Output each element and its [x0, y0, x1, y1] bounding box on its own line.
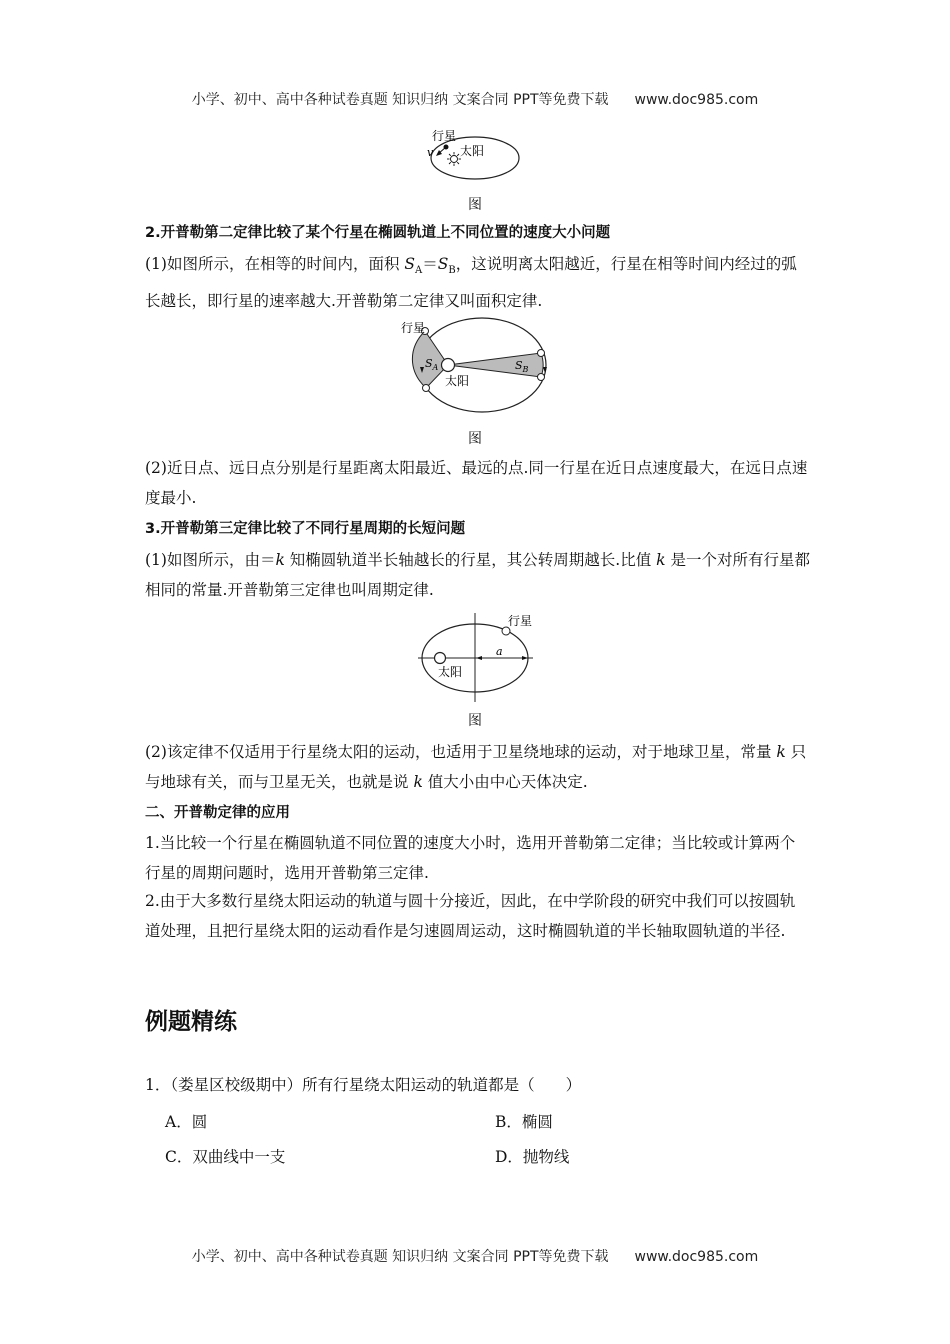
- k-symbol: k: [776, 743, 786, 761]
- figure-3-caption: 图: [468, 713, 482, 729]
- k-symbol: k: [275, 551, 285, 569]
- section-4-para-2: 2.由于大多数行星绕太阳运动的轨道与圆十分接近，因此，在中学阶段的研究中我们可以按圆轨道处理，且把行星绕太阳的运动看作是匀速圆周运动，这时椭圆轨道的半长轴取圆轨道的半径.: [145, 892, 796, 940]
- fig1-v-label: v: [427, 146, 434, 159]
- fig3-planet-label: 行星: [508, 614, 533, 628]
- sb-subscript: B: [448, 265, 456, 277]
- header-url: www.doc985.com: [634, 92, 759, 108]
- section-4-heading: 二、开普勒定律的应用: [145, 805, 290, 821]
- section-4-para-1: 1.当比较一个行星在椭圆轨道不同位置的速度大小时，选用开普勒第二定律；当比较或计算两个行星的周期问题时，选用开普勒第三定律.: [145, 834, 796, 882]
- option-d[interactable]: D．抛物线: [495, 1148, 570, 1166]
- figure-1-orbit: [420, 125, 530, 185]
- equals-sign: ＝: [422, 255, 438, 273]
- sa-subscript: A: [415, 265, 423, 277]
- footer-text: 小学、初中、高中各种试卷真题 知识归纳 文案合同 PPT等免费下载: [191, 1249, 609, 1265]
- footer-url: www.doc985.com: [634, 1249, 759, 1265]
- text-run: 值大小由中心天体决定.: [422, 773, 588, 791]
- fig3-a-label: a: [496, 645, 503, 658]
- text-run: (1)如图所示，由＝: [145, 551, 276, 569]
- planet-point: [538, 374, 545, 381]
- figure-3-period-law: [415, 610, 540, 705]
- figure-2-caption: 图: [468, 431, 482, 447]
- k-symbol: k: [656, 551, 666, 569]
- figure-1-caption: 图: [468, 197, 482, 213]
- sa-symbol: S: [404, 255, 416, 273]
- k-symbol: k: [413, 773, 423, 791]
- page-footer: [0, 1246, 950, 1266]
- fig1-sun-label: 太阳: [460, 144, 485, 158]
- page-header: [0, 89, 950, 109]
- section-3-para-1: [145, 545, 810, 605]
- text-run: (2)该定律不仅适用于行星绕太阳的运动，也适用于卫星绕地球的运动，对于地球卫星，常量: [145, 743, 777, 761]
- text-run: (1)如图所示，在相等的时间内，面积: [145, 255, 405, 273]
- section-3-heading: 3.开普勒第三定律比较了不同行星周期的长短问题: [145, 521, 466, 537]
- direction-arrowhead: [543, 367, 547, 373]
- option-b[interactable]: B．椭圆: [495, 1113, 553, 1131]
- header-text: 小学、初中、高中各种试卷真题 知识归纳 文案合同 PPT等免费下载: [191, 92, 609, 108]
- sun-circle: [442, 359, 455, 372]
- option-c[interactable]: C．双曲线中一支: [165, 1148, 286, 1166]
- section-2-para-1: [145, 249, 810, 316]
- fig2-planet-label: 行星: [401, 321, 426, 335]
- section-2-heading: 2.开普勒第二定律比较了某个行星在椭圆轨道上不同位置的速度大小问题: [145, 225, 611, 241]
- fig1-planet-label: 行星: [432, 129, 457, 143]
- section-3-para-2: [145, 737, 810, 797]
- arrowhead-right: [522, 656, 528, 660]
- text-run: 是一个对所有行星都相同的常量.开普勒第三定律也叫周期定律.: [145, 551, 811, 599]
- fig3-sun-label: 太阳: [438, 665, 463, 679]
- sun-icon: [447, 152, 461, 166]
- planet-point: [538, 350, 545, 357]
- text-run: 知椭圆轨道半长轴越长的行星，其公转周期越长.比值: [284, 551, 657, 569]
- fig2-sa-label: $S_A$: [425, 357, 439, 372]
- question-1: 1．（娄星区校级期中）所有行星绕太阳运动的轨道都是（ ）: [145, 1076, 582, 1094]
- section-2-para-2: (2)近日点、远日点分别是行星距离太阳最近、最远的点.同一行星在近日点速度最大，在远日点速度最小.: [145, 459, 808, 507]
- sb-symbol: S: [437, 255, 449, 273]
- sun-circle: [435, 653, 446, 664]
- figure-2-area-law: [395, 312, 560, 417]
- arrowhead-left: [476, 656, 482, 660]
- planet-point: [423, 385, 430, 392]
- option-a[interactable]: A．圆: [165, 1113, 208, 1131]
- fig2-sun-label: 太阳: [445, 374, 470, 388]
- text-run: 只与地球有关，而与卫星无关，也就是说: [145, 743, 807, 791]
- text-run: ，这说明离太阳越近，行星在相等时间内经过的弧长越长，即行星的速率越大.开普勒第二定律又叫面积定律.: [145, 255, 797, 311]
- fig2-sb-label: $S_B$: [515, 359, 529, 374]
- planet-circle: [502, 627, 510, 635]
- examples-title: 例题精练: [145, 1009, 237, 1035]
